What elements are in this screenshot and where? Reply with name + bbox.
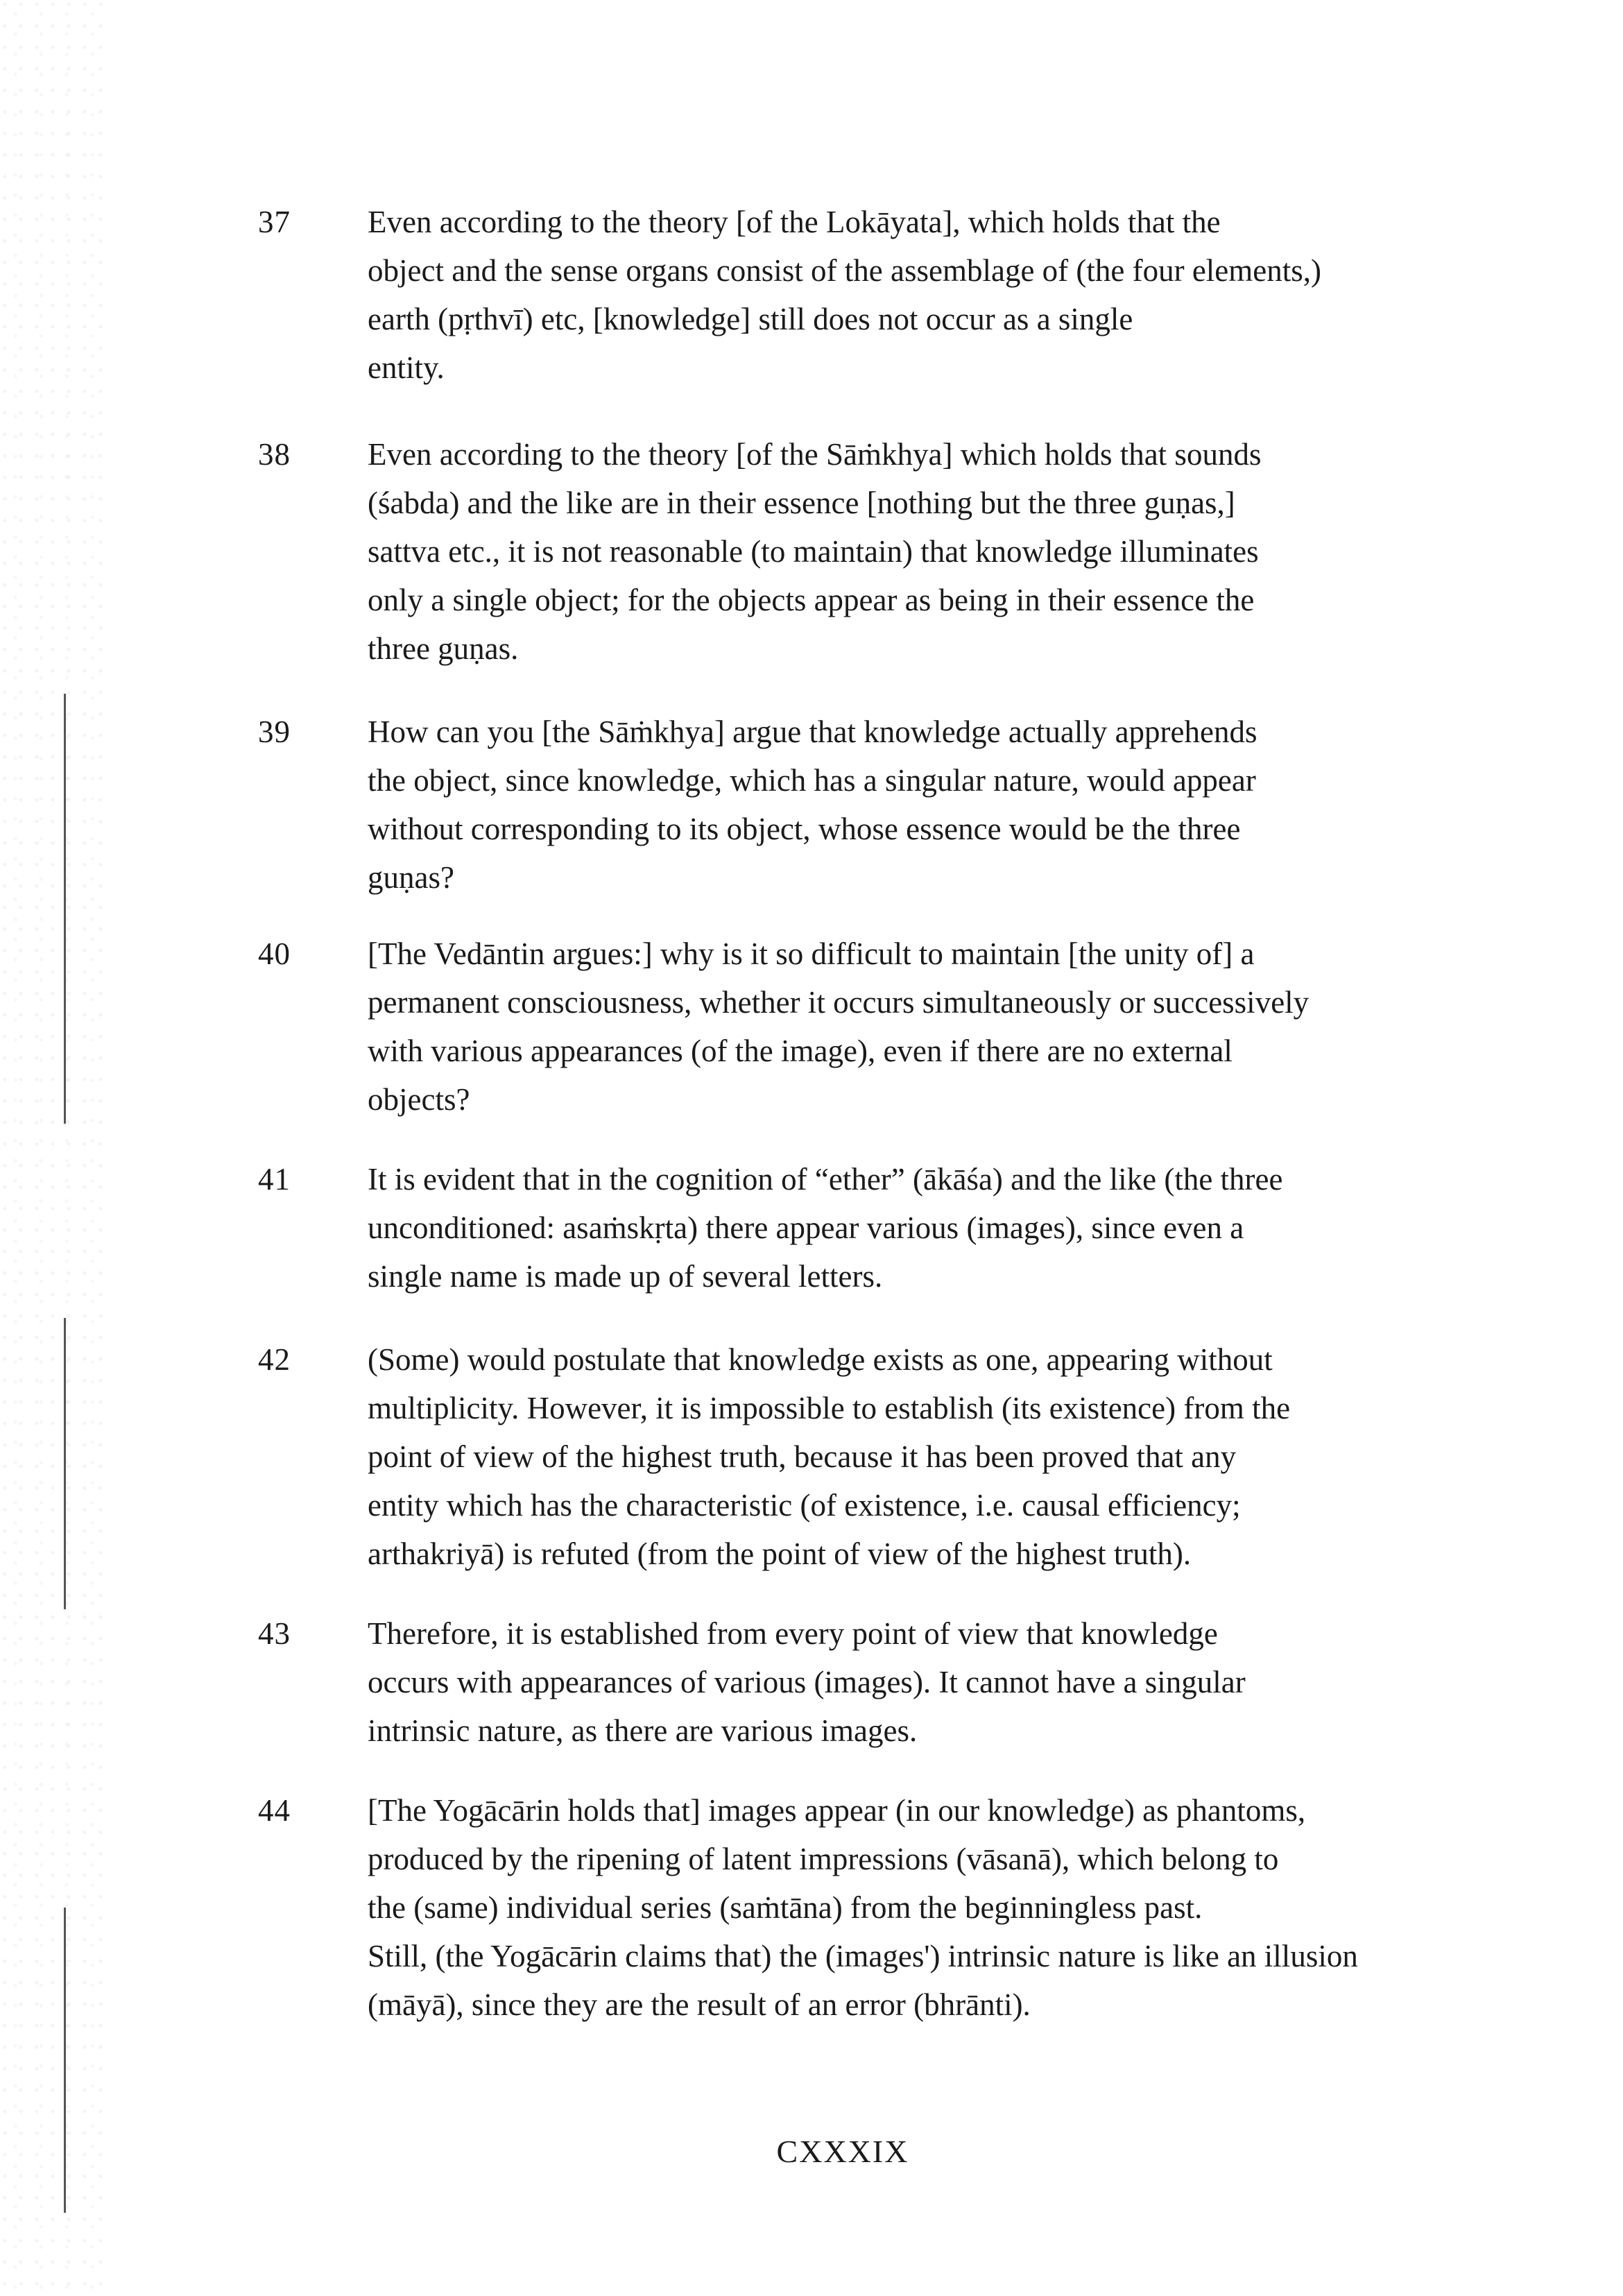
verse-line: unconditioned: asaṁskṛta) there appear various (images), since even a xyxy=(368,1210,1244,1245)
verse-number: 41 xyxy=(258,1162,291,1197)
verse-line: (Some) would postulate that knowledge exists as one, appearing without xyxy=(368,1342,1273,1377)
verse-text xyxy=(368,929,1533,1124)
verse-text xyxy=(368,430,1533,673)
verse-text xyxy=(368,1335,1533,1578)
verse-line: the object, since knowledge, which has a singular nature, would appear xyxy=(368,763,1256,798)
verse-number: 39 xyxy=(258,714,291,749)
verse-number: 42 xyxy=(258,1342,291,1377)
verse-line: occurs with appearances of various (images). It cannot have a singular xyxy=(368,1665,1246,1699)
scan-margin-line xyxy=(64,694,66,1124)
verse-line: Even according to the theory [of the Sāṁkhya] which holds that sounds xyxy=(368,437,1262,472)
verse-text xyxy=(368,1155,1533,1301)
verse-line: How can you [the Sāṁkhya] argue that knowledge actually apprehends xyxy=(368,714,1257,749)
verse-number: 43 xyxy=(258,1616,291,1651)
verse-number: 37 xyxy=(258,205,291,239)
verse-line: only a single object; for the objects appear as being in their essence the xyxy=(368,583,1255,617)
verse-line: earth (pṛthvī) etc, [knowledge] still does not occur as a single xyxy=(368,302,1133,336)
verse-line: point of view of the highest truth, because it has been proved that any xyxy=(368,1439,1237,1474)
verse-text xyxy=(368,1609,1533,1755)
verse-line: arthakriyā) is refuted (from the point of view of the highest truth). xyxy=(368,1536,1192,1571)
scan-margin-line xyxy=(64,1318,66,1609)
verse-line: with various appearances (of the image), even if there are no external xyxy=(368,1034,1233,1068)
page-number: CXXXIX xyxy=(776,2134,909,2169)
verse-line: It is evident that in the cognition of “ether” (ākāśa) and the like (the three xyxy=(368,1162,1283,1197)
verse-line: Still, (the Yogācārin claims that) the (images') intrinsic nature is like an illusion xyxy=(368,1939,1358,1973)
verse-line: (śabda) and the like are in their essence [nothing but the three guṇas,] xyxy=(368,486,1235,520)
verse-line: objects? xyxy=(368,1082,470,1117)
verse-line: [The Yogācārin holds that] images appear (in our knowledge) as phantoms, xyxy=(368,1793,1306,1828)
verse-line: single name is made up of several letters. xyxy=(368,1259,883,1294)
verse-line: Therefore, it is established from every point of view that knowledge xyxy=(368,1616,1218,1651)
verse-line: (māyā), since they are the result of an error (bhrānti). xyxy=(368,1987,1031,2022)
verse-line: entity which has the characteristic (of existence, i.e. causal efficiency; xyxy=(368,1488,1241,1523)
verse-line: object and the sense organs consist of the assemblage of (the four elements,) xyxy=(368,253,1322,288)
scan-margin-noise xyxy=(0,0,104,2296)
verse-line: produced by the ripening of latent impressions (vāsanā), which belong to xyxy=(368,1842,1279,1876)
verse-line: [The Vedāntin argues:] why is it so difficult to maintain [the unity of] a xyxy=(368,936,1255,971)
verse-line: guṇas? xyxy=(368,860,454,895)
verse-number: 44 xyxy=(258,1793,291,1828)
verse-line: multiplicity. However, it is impossible to establish (its existence) from the xyxy=(368,1391,1291,1425)
verse-line: the (same) individual series (saṁtāna) from the beginningless past. xyxy=(368,1890,1203,1925)
verse-line: sattva etc., it is not reasonable (to maintain) that knowledge illuminates xyxy=(368,534,1259,569)
verse-text xyxy=(368,198,1533,392)
verse-number: 40 xyxy=(258,936,291,971)
verse-text xyxy=(368,1786,1533,2029)
verse-line: entity. xyxy=(368,350,445,385)
verse-line: intrinsic nature, as there are various images. xyxy=(368,1713,918,1748)
verse-line: Even according to the theory [of the Lokāyata], which holds that the xyxy=(368,205,1221,239)
verse-line: without corresponding to its object, whose essence would be the three xyxy=(368,812,1241,846)
verse-text xyxy=(368,708,1533,902)
verse-number: 38 xyxy=(258,437,291,472)
verse-line: permanent consciousness, whether it occurs simultaneously or successively xyxy=(368,985,1309,1020)
verse-line: three guṇas. xyxy=(368,631,519,666)
